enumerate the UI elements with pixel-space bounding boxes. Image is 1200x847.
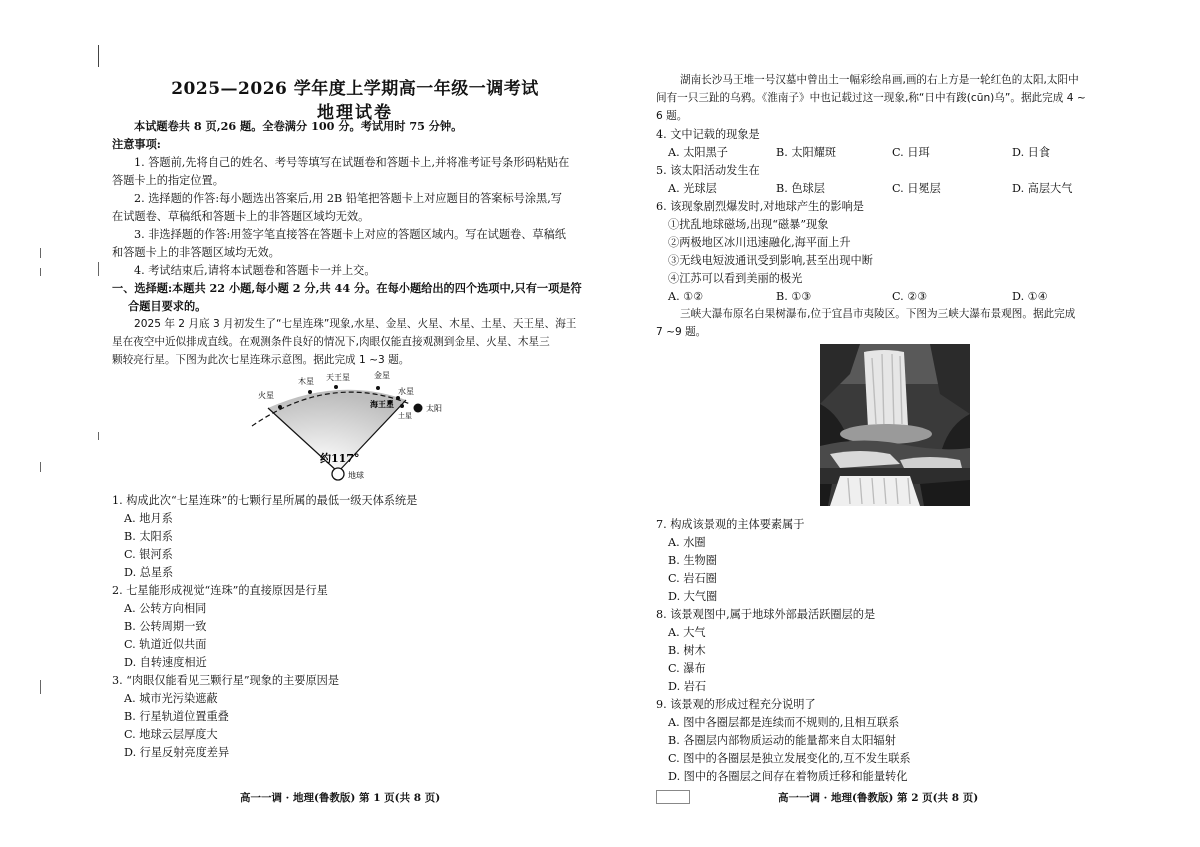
exam-title: 2025—2026 学年度上学期高一年级一调考试: [171, 79, 539, 99]
binding-mark: [40, 268, 41, 276]
statement-item: ①扰乱地球磁场,出现“磁暴”现象: [668, 218, 829, 231]
binding-mark: [98, 432, 99, 440]
question-option: B. ①③: [776, 290, 812, 303]
saturn-label: 土星: [398, 412, 412, 420]
uranus-label: 天王星: [326, 373, 350, 382]
question-option: A. 大气: [668, 626, 706, 639]
statement-item: ③无线电短波通讯受到影响,甚至出现中断: [668, 254, 873, 267]
saturn-dot: [400, 404, 404, 408]
seven-planets-diagram: [250, 368, 480, 486]
page-footer: 高一一调 · 地理(鲁教版) 第 2 页(共 8 页): [778, 792, 979, 804]
notice-line: 1. 答题前,先将自己的姓名、考号等填写在试题卷和答题卡上,并将准考证号条形码粘贴在: [134, 156, 570, 169]
sun-label: 太阳: [426, 404, 442, 413]
question-option: B. 行星轨道位置重叠: [124, 710, 229, 723]
question-option: A. 图中各圈层都是连续而不规则的,且相互联系: [668, 716, 900, 729]
question-option: B. 太阳耀斑: [776, 146, 837, 159]
passage-line: 2025 年 2 月底 3 月初发生了“七星连珠”现象,水星、金星、火星、木星、土星、天王星、海王: [134, 318, 577, 330]
question-option: D. ①④: [1012, 290, 1048, 303]
jupiter-label: 木星: [298, 377, 314, 386]
question-option: C. 轨道近似共面: [124, 638, 207, 651]
question-stem: 3. “肉眼仅能看见三颗行星”现象的主要原因是: [112, 674, 340, 687]
notice-line: 和答题卡上的非答题区域均无效。: [112, 246, 280, 259]
section-heading: 一、选择题:本题共 22 小题,每小题 2 分,共 44 分。在每小题给出的四个选项中,只有一项是符: [112, 281, 582, 295]
question-option: C. 岩石圈: [668, 572, 717, 585]
statement-item: ②两极地区冰川迅速融化,海平面上升: [668, 236, 851, 249]
question-option: D. 自转速度相近: [124, 656, 207, 669]
exam-info: 本试题卷共 8 页,26 题。全卷满分 100 分。考试用时 75 分钟。: [134, 119, 463, 133]
question-option: A. 光球层: [668, 182, 717, 195]
statement-item: ④江苏可以看到美丽的极光: [668, 272, 803, 285]
question-option: C. 日珥: [892, 146, 930, 159]
passage-line: 7 ~9 题。: [656, 326, 707, 338]
passage-line: 间有一只三趾的乌鸦。《淮南子》中也记载过这一现象,称“日中有踆(cūn)乌”。据此完成 4 ~: [656, 92, 1086, 104]
question-option: D. 行星反射亮度差异: [124, 746, 230, 759]
passage-line: 三峡大瀑布原名白果树瀑布,位于宜昌市夷陵区。下图为三峡大瀑布景观图。据此完成: [680, 308, 1076, 320]
mercury-label: 水星: [398, 387, 414, 396]
angle-label: 约117°: [320, 452, 360, 465]
question-option: C. 地球云层厚度大: [124, 728, 218, 741]
question-option: C. 银河系: [124, 548, 173, 561]
question-option: A. 地月系: [124, 512, 173, 525]
question-option: C. ②③: [892, 290, 928, 303]
question-stem: 5. 该太阳活动发生在: [656, 164, 760, 177]
notice-line: 3. 非选择题的作答:用签字笔直接答在答题卡上对应的答题区域内。写在试题卷、草稿纸: [134, 228, 566, 241]
page-stamp: [656, 790, 690, 804]
question-option: A. 公转方向相同: [124, 602, 207, 615]
passage-line: 颗较亮行星。下图为此次七星连珠示意图。据此完成 1 ~3 题。: [112, 354, 410, 366]
venus-label: 金星: [374, 371, 390, 380]
sun-dot: [414, 404, 423, 413]
question-option: B. 公转周期一致: [124, 620, 207, 633]
question-option: D. 岩石: [668, 680, 707, 693]
question-option: D. 高层大气: [1012, 182, 1073, 195]
question-stem: 2. 七星能形成视觉“连珠”的直接原因是行星: [112, 584, 328, 597]
question-option: D. 大气圈: [668, 590, 718, 603]
uranus-dot: [334, 385, 338, 389]
margin-line: [98, 45, 99, 67]
question-option: B. 太阳系: [124, 530, 173, 543]
question-option: A. 水圈: [668, 536, 706, 549]
passage-line: 星在夜空中近似排成直线。在观测条件良好的情况下,肉眼仅能直接观测到金星、火星、木星三: [112, 336, 550, 348]
binding-mark: [40, 680, 41, 694]
notice-line: 2. 选择题的作答:每小题选出答案后,用 2B 铅笔把答题卡上对应题目的答案标号涂黑,写: [134, 192, 562, 205]
question-option: B. 色球层: [776, 182, 825, 195]
neptune-label: 海王星: [370, 399, 394, 409]
section-heading-cont: 合题目要求的。: [128, 299, 207, 313]
passage-line: 6 题。: [656, 110, 688, 122]
question-option: D. 图中的各圈层之间存在着物质迁移和能量转化: [668, 770, 908, 783]
notice-line: 4. 考试结束后,请将本试题卷和答题卡一并上交。: [134, 264, 376, 277]
notice-title: 注意事项:: [112, 137, 161, 151]
question-stem: 4. 文中记载的现象是: [656, 128, 760, 141]
question-stem: 7. 构成该景观的主体要素属于: [656, 518, 805, 531]
passage-line: 湖南长沙马王堆一号汉墓中曾出土一幅彩绘帛画,画的右上方是一轮红色的太阳,太阳中: [680, 74, 1079, 86]
question-stem: 6. 该现象剧烈爆发时,对地球产生的影响是: [656, 200, 864, 213]
question-option: B. 生物圈: [668, 554, 717, 567]
question-stem: 8. 该景观图中,属于地球外部最活跃圈层的是: [656, 608, 876, 621]
notice-line: 答题卡上的指定位置。: [112, 174, 224, 187]
earth-circle: [332, 468, 344, 480]
question-option: B. 树木: [668, 644, 706, 657]
earth-label: 地球: [348, 471, 364, 480]
binding-mark: [40, 462, 41, 472]
binding-mark: [98, 262, 99, 276]
question-option: D. 日食: [1012, 146, 1051, 159]
question-option: A. ①②: [668, 290, 704, 303]
binding-mark: [40, 248, 41, 258]
question-option: C. 瀑布: [668, 662, 706, 675]
mars-dot: [278, 405, 282, 409]
question-option: A. 城市光污染遮蔽: [124, 692, 218, 705]
mercury-dot: [396, 396, 400, 400]
question-option: C. 日冕层: [892, 182, 941, 195]
question-stem: 9. 该景观的形成过程充分说明了: [656, 698, 816, 711]
question-option: C. 图中的各圈层是独立发展变化的,互不发生联系: [668, 752, 911, 765]
page-footer: 高一一调 · 地理(鲁教版) 第 1 页(共 8 页): [240, 792, 441, 804]
question-option: B. 各圈层内部物质运动的能量都来自太阳辐射: [668, 734, 896, 747]
jupiter-dot: [308, 390, 312, 394]
mars-label: 火星: [258, 391, 274, 400]
exam-subtitle: 地理试卷: [317, 103, 393, 123]
notice-line: 在试题卷、草稿纸和答题卡上的非答题区域均无效。: [112, 210, 370, 223]
waterfall-photo: [820, 344, 970, 506]
question-option: A. 太阳黑子: [668, 146, 728, 159]
question-stem: 1. 构成此次“七星连珠”的七颗行星所属的最低一级天体系统是: [112, 494, 418, 507]
venus-dot: [376, 386, 380, 390]
question-option: D. 总星系: [124, 566, 174, 579]
